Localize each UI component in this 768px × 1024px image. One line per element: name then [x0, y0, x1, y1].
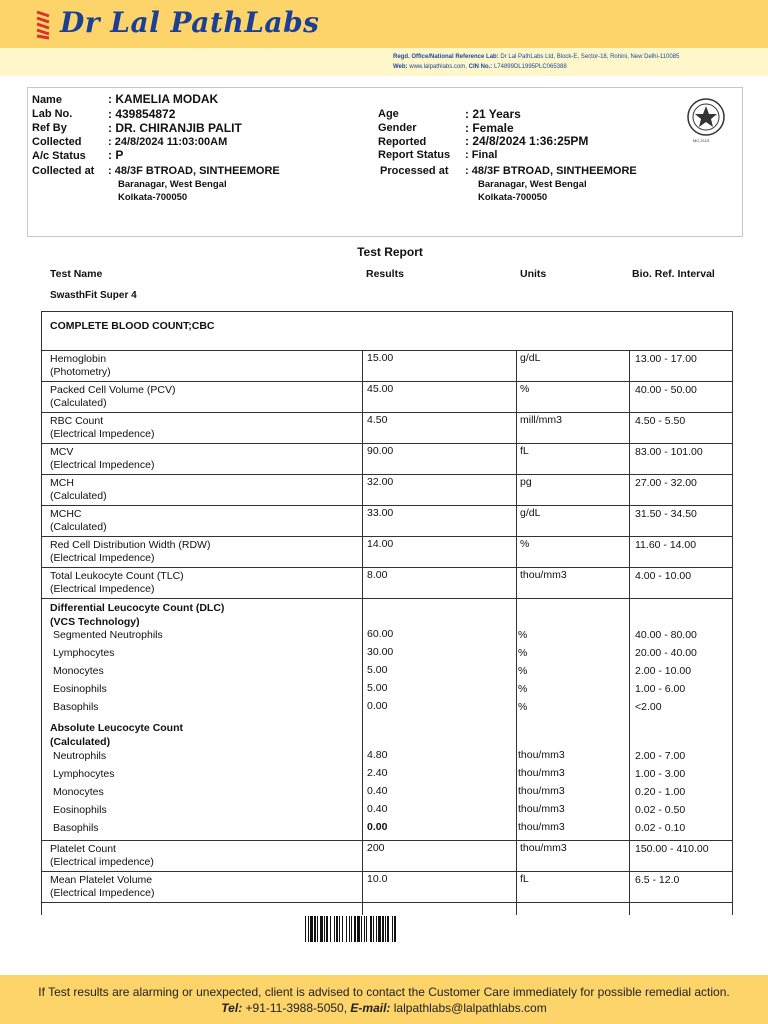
tel-label: Tel:	[221, 1001, 243, 1015]
test-name: Packed Cell Volume (PCV)	[50, 384, 176, 396]
table-row	[42, 505, 732, 536]
dlc-unit: %	[518, 701, 528, 713]
collected-address-line2: Kolkata-700050	[118, 192, 188, 203]
age-label: Age	[378, 108, 399, 120]
barcode-bar	[351, 916, 352, 942]
test-method: (Electrical Impedence)	[50, 552, 155, 564]
report-status-label: Report Status	[378, 149, 451, 161]
patient-name: : KAMELIA MODAK	[108, 92, 219, 106]
test-name: MCV	[50, 446, 74, 458]
alc-ref: 2.00 - 7.00	[635, 750, 686, 762]
test-unit: pg	[520, 476, 532, 488]
web-cin-line: Web: www.lalpathlabs.com, CIN No.: L74899DL1995PLC065388	[393, 64, 567, 70]
test-method: (Electrical Impedence)	[50, 428, 155, 440]
barcode-bar	[339, 916, 340, 942]
alc-name: Neutrophils	[53, 750, 107, 762]
collected-at-label: Collected at	[32, 165, 95, 177]
alc-result: 0.40	[367, 785, 388, 797]
dlc-result: 0.00	[367, 700, 388, 712]
test-unit: thou/mm3	[520, 842, 567, 854]
test-unit: %	[520, 383, 530, 395]
test-ref-interval: 27.00 - 32.00	[635, 477, 697, 489]
test-method: (Electrical Impedence)	[50, 459, 155, 471]
dlc-method: (VCS Technology)	[50, 616, 140, 628]
test-result: 90.00	[367, 445, 394, 457]
regd-office-line: Regd. Office/National Reference Lab: Dr Lal PathLabs Ltd, Block-E, Sector-18, Rohini, New Delhi-110085	[393, 54, 680, 60]
test-result: 4.50	[367, 414, 388, 426]
dlc-name: Basophils	[53, 701, 99, 713]
table-row	[42, 412, 732, 443]
alc-result: 2.40	[367, 767, 388, 779]
brand-logo-text: Dr Lal PathLabs	[60, 6, 320, 39]
barcode-bar	[357, 916, 360, 942]
ac-status-value: : P	[108, 148, 124, 162]
dlc-result: 60.00	[367, 628, 394, 640]
test-ref-interval: 4.00 - 10.00	[635, 570, 692, 582]
alc-unit: thou/mm3	[518, 785, 565, 797]
processed-at-value: : 48/3F BTROAD, SINTHEEMORE	[465, 165, 637, 177]
test-name: Mean Platelet Volume	[50, 874, 153, 886]
age-value: : 21 Years	[465, 107, 521, 121]
test-result: 8.00	[367, 569, 388, 581]
test-method: (Photometry)	[50, 366, 111, 378]
test-unit: fL	[520, 445, 529, 457]
alc-result: 4.80	[367, 749, 388, 761]
alc-name: Basophils	[53, 822, 99, 834]
barcode-bar	[314, 916, 316, 942]
list-item	[42, 682, 732, 700]
test-method: (Calculated)	[50, 521, 107, 533]
table-row	[42, 474, 732, 505]
alc-name: Lymphocytes	[53, 768, 115, 780]
dlc-ref: 20.00 - 40.00	[635, 647, 697, 659]
barcode-bar	[310, 916, 313, 942]
dlc-result: 5.00	[367, 664, 388, 676]
barcode-bar	[376, 916, 377, 942]
barcode-bar	[392, 916, 393, 942]
report-status-value: : Final	[465, 149, 498, 161]
list-item	[42, 803, 732, 821]
reported-label: Reported	[378, 136, 427, 148]
alc-method: (Calculated)	[50, 736, 111, 748]
dlc-unit: %	[518, 647, 528, 659]
header-info-strip	[0, 48, 768, 76]
alc-ref: 0.02 - 0.50	[635, 804, 686, 816]
lab-no-value: : 439854872	[108, 107, 176, 121]
alc-result: 0.40	[367, 803, 388, 815]
barcode-bar	[326, 916, 328, 942]
barcode-bar	[317, 916, 318, 942]
test-method: (Calculated)	[50, 490, 107, 502]
barcode-bar	[308, 916, 309, 942]
test-result: 15.00	[367, 352, 394, 364]
alc-ref: 0.02 - 0.10	[635, 822, 686, 834]
test-name: Hemoglobin	[50, 353, 107, 365]
collected-label: Collected	[32, 136, 82, 148]
alc-unit: thou/mm3	[518, 749, 565, 761]
barcode-bar	[382, 916, 384, 942]
barcode-bar	[324, 916, 325, 942]
test-unit: thou/mm3	[520, 569, 567, 581]
ref-by-value: : DR. CHIRANJIB PALIT	[108, 121, 242, 135]
table-row	[42, 871, 732, 902]
test-method: (Electrical impedence)	[50, 856, 154, 868]
test-ref-interval: 31.50 - 34.50	[635, 508, 697, 520]
list-item	[42, 785, 732, 803]
test-name: Total Leukocyte Count (TLC)	[50, 570, 184, 582]
lab-no-label: Lab No.	[32, 108, 73, 120]
test-result: 200	[367, 842, 385, 854]
dlc-name: Segmented Neutrophils	[53, 629, 163, 641]
table-row	[42, 443, 732, 474]
alc-unit: thou/mm3	[518, 767, 565, 779]
test-ref-interval: 6.5 - 12.0	[635, 874, 680, 886]
barcode-bar	[385, 916, 386, 942]
barcode-bar	[342, 916, 343, 942]
test-unit: g/dL	[520, 507, 541, 519]
table-row	[42, 381, 732, 412]
test-result: 14.00	[367, 538, 394, 550]
report-title: Test Report	[357, 245, 423, 259]
processed-address-line2: Kolkata-700050	[478, 192, 548, 203]
test-ref-interval: 83.00 - 101.00	[635, 446, 703, 458]
alc-name: Monocytes	[53, 786, 104, 798]
seal-caption: MC-2113	[693, 138, 710, 143]
dlc-unit: %	[518, 665, 528, 677]
test-name: RBC Count	[50, 415, 104, 427]
barcode-bar	[334, 916, 335, 942]
email-label: E-mail:	[350, 1001, 391, 1015]
dlc-name: Lymphocytes	[53, 647, 115, 659]
barcode-bar	[346, 916, 347, 942]
ref-by-label: Ref By	[32, 122, 67, 134]
dlc-ref: <2.00	[635, 701, 662, 713]
test-result: 33.00	[367, 507, 394, 519]
barcode-bar	[378, 916, 381, 942]
test-name: MCH	[50, 477, 74, 489]
list-item	[42, 628, 732, 646]
dlc-unit: %	[518, 629, 528, 641]
test-unit: g/dL	[520, 352, 541, 364]
barcode-icon	[305, 916, 471, 942]
list-item	[42, 749, 732, 767]
barcode-bar	[336, 916, 338, 942]
test-name: MCHC	[50, 508, 82, 520]
test-result: 45.00	[367, 383, 394, 395]
alc-ref: 0.20 - 1.00	[635, 786, 686, 798]
dlc-ref: 40.00 - 80.00	[635, 629, 697, 641]
col-header-test-name: Test Name	[50, 268, 103, 280]
dlc-unit: %	[518, 683, 528, 695]
test-method: (Electrical Impedence)	[50, 887, 155, 899]
test-result: 32.00	[367, 476, 394, 488]
test-unit: mill/mm3	[520, 414, 562, 426]
barcode-bar	[354, 916, 356, 942]
gender-label: Gender	[378, 122, 417, 134]
test-method: (Calculated)	[50, 397, 107, 409]
section-title-cbc: COMPLETE BLOOD COUNT;CBC	[50, 320, 215, 332]
list-item	[42, 700, 732, 718]
col-header-ref-interval: Bio. Ref. Interval	[632, 268, 715, 280]
dlc-ref: 2.00 - 10.00	[635, 665, 692, 677]
alc-name: Eosinophils	[53, 804, 107, 816]
alc-ref: 1.00 - 3.00	[635, 768, 686, 780]
email-value[interactable]: lalpathlabs@lalpathlabs.com	[393, 1001, 547, 1015]
barcode-bar	[387, 916, 389, 942]
table-row	[42, 350, 732, 381]
test-name: Platelet Count	[50, 843, 116, 855]
footer-contact	[0, 1001, 768, 1015]
accreditation-seal-icon	[686, 97, 726, 137]
test-unit: %	[520, 538, 530, 550]
list-item	[42, 664, 732, 682]
reported-value: : 24/8/2024 1:36:25PM	[465, 134, 589, 148]
test-result: 10.0	[367, 873, 388, 885]
name-label: Name	[32, 94, 62, 106]
tel-value: +91-11-3988-5050,	[245, 1001, 348, 1015]
processed-at-label: Processed at	[380, 165, 449, 177]
test-name: Red Cell Distribution Width (RDW)	[50, 539, 211, 551]
alc-unit: thou/mm3	[518, 821, 565, 833]
barcode-bar	[394, 916, 396, 942]
test-ref-interval: 11.60 - 14.00	[635, 539, 697, 551]
dlc-ref: 1.00 - 6.00	[635, 683, 686, 695]
alc-result: 0.00	[367, 821, 388, 833]
package-name: SwasthFit Super 4	[50, 290, 137, 301]
test-ref-interval: 150.00 - 410.00	[635, 843, 709, 855]
test-method: (Electrical Impedence)	[50, 583, 155, 595]
table-row	[42, 567, 732, 598]
processed-address-line1: Baranagar, West Bengal	[478, 179, 587, 190]
gender-value: : Female	[465, 121, 514, 135]
collected-address-line1: Baranagar, West Bengal	[118, 179, 227, 190]
list-item	[42, 767, 732, 785]
barcode-bar	[364, 916, 365, 942]
dlc-title: Differential Leucocyte Count (DLC)	[50, 602, 225, 614]
barcode-bar	[330, 916, 331, 942]
test-ref-interval: 40.00 - 50.00	[635, 384, 697, 396]
footer-bar	[0, 975, 768, 1024]
barcode-bar	[370, 916, 372, 942]
col-header-results: Results	[366, 268, 404, 280]
footer-advisory: If Test results are alarming or unexpected, client is advised to contact the Customer Care immediately for possible remedial action.	[38, 985, 730, 999]
col-header-units: Units	[520, 268, 547, 280]
collected-value: : 24/8/2024 11:03:00AM	[108, 136, 228, 148]
barcode-bar	[320, 916, 323, 942]
ac-status-label: A/c Status	[32, 150, 86, 162]
dlc-result: 30.00	[367, 646, 394, 658]
dlc-name: Monocytes	[53, 665, 104, 677]
dna-logo-icon	[34, 10, 52, 40]
barcode-bar	[305, 916, 306, 942]
barcode-bar	[361, 916, 362, 942]
alc-title: Absolute Leucocyte Count	[50, 722, 184, 734]
dlc-name: Eosinophils	[53, 683, 107, 695]
barcode-bar	[373, 916, 374, 942]
barcode-bar	[366, 916, 367, 942]
test-unit: fL	[520, 873, 529, 885]
barcode-bar	[349, 916, 350, 942]
list-item	[42, 646, 732, 664]
collected-at-value: : 48/3F BTROAD, SINTHEEMORE	[108, 165, 280, 177]
test-ref-interval: 13.00 - 17.00	[635, 353, 697, 365]
table-row	[42, 840, 732, 871]
test-ref-interval: 4.50 - 5.50	[635, 415, 686, 427]
dlc-result: 5.00	[367, 682, 388, 694]
list-item	[42, 821, 732, 839]
table-row	[42, 536, 732, 567]
results-table	[41, 311, 733, 915]
alc-unit: thou/mm3	[518, 803, 565, 815]
